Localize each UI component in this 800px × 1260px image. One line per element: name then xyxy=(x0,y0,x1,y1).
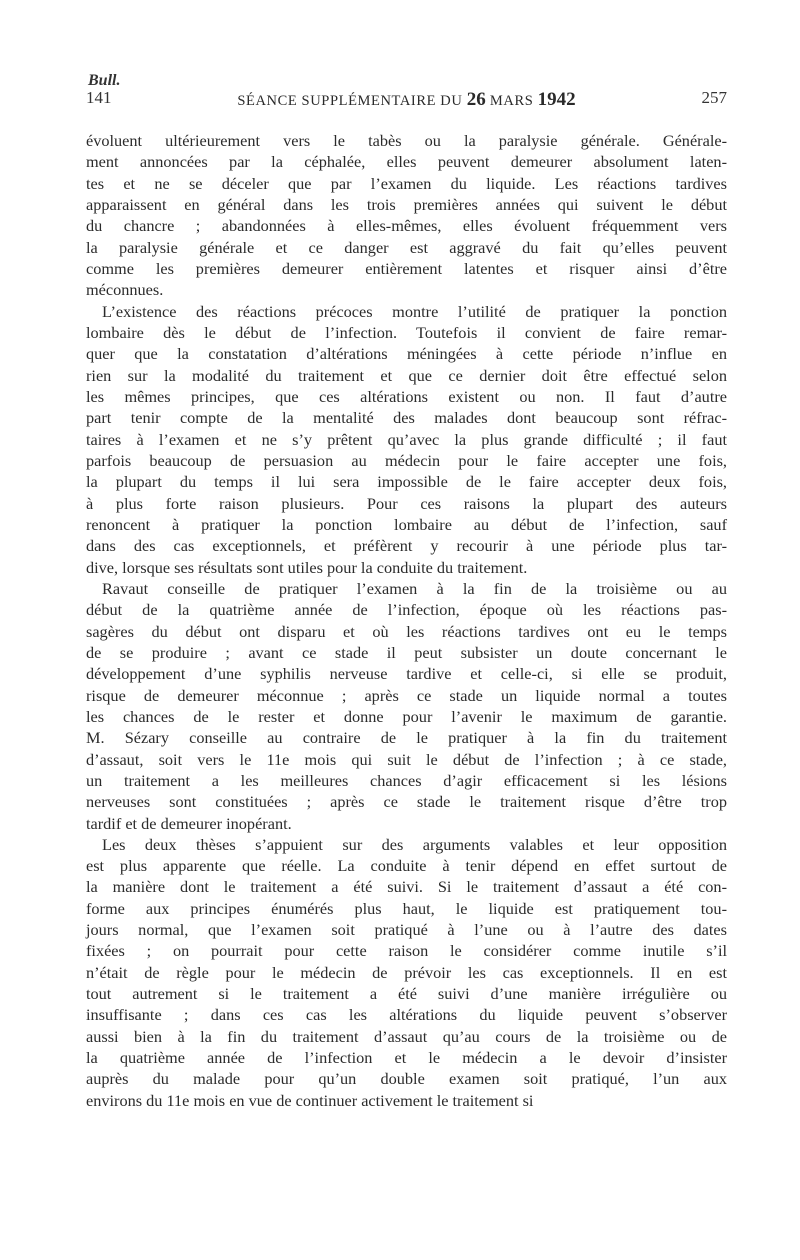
text-line: à plus forte raison plusieurs. Pour ces raisons la plupart des auteurs xyxy=(86,493,727,513)
text-line: auprès du malade pour qu’un double examen soit pratiqué, l’un aux xyxy=(86,1069,727,1089)
text-line: nerveuses sont constituées ; après ce stade le traitement risque d’être trop xyxy=(86,792,727,812)
text-line: début de la quatrième année de l’infection, époque où les réactions pas- xyxy=(86,600,727,620)
text-line: sagères du début ont disparu et où les réactions tardives ont eu le temps xyxy=(86,621,727,641)
text-line: Ravaut conseille de pratiquer l’examen à la fin de la troisième ou au xyxy=(102,578,727,598)
page-number: 257 xyxy=(701,88,727,107)
text-line: dans des cas exceptionnels, et préfèrent y recourir à une période plus tar- xyxy=(86,536,727,556)
text-line: rien sur la modalité du traitement et que ce dernier doit être effectué selon xyxy=(86,365,727,385)
body-text xyxy=(86,130,727,1111)
running-title-day: 26 xyxy=(466,89,486,110)
text-line: la paralysie générale et ce danger est aggravé du fait qu’elles peuvent xyxy=(86,237,727,257)
text-line: est plus apparente que réelle. La conduite à tenir dépend en effet surtout de xyxy=(86,856,727,876)
running-title xyxy=(86,89,727,111)
running-header xyxy=(86,88,727,114)
text-line: tardif et de demeurer inopérant. xyxy=(86,813,292,833)
text-line: parfois beaucoup de persuasion au médecin pour le faire accepter une fois, xyxy=(86,450,727,470)
text-line: tes et ne se déceler que par l’examen du liquide. Les réactions tardives xyxy=(86,173,727,193)
text-line: les mêmes principes, que ces altérations existent ou non. Il faut d’autre xyxy=(86,386,727,406)
text-line: risque de demeurer méconnue ; après ce stade un liquide normal a toutes xyxy=(86,685,727,705)
text-line: un traitement a les meilleures chances d’agir efficacement si les lésions xyxy=(86,770,727,790)
text-line: tout autrement si le traitement a été suivi d’une manière irrégulière ou xyxy=(86,984,727,1004)
text-line: la quatrième année de l’infection et le médecin a le devoir d’insister xyxy=(86,1048,727,1068)
text-line: n’était de règle pour le médecin de prévoir les cas exceptionnels. Il en est xyxy=(86,962,727,982)
text-line: environs du 11e mois en vue de continuer activement le traitement si xyxy=(86,1090,534,1110)
text-line: méconnues. xyxy=(86,280,164,300)
text-line: insuffisante ; dans ces cas les altérations du liquide peuvent s’observer xyxy=(86,1005,727,1025)
text-line: comme les premières demeurer entièrement latentes et risquer ainsi d’être xyxy=(86,258,727,278)
running-title-year: 1942 xyxy=(537,89,576,110)
paragraph xyxy=(86,578,727,834)
text-line: d’assaut, soit vers le 11e mois qui suit le début de l’infection ; à ce stade, xyxy=(86,749,727,769)
text-line: renoncent à pratiquer la ponction lombaire au début de l’infection, sauf xyxy=(86,514,727,534)
text-line: forme aux principes énumérés plus haut, le liquide est pratiquement tou- xyxy=(86,898,727,918)
text-line: lombaire dès le début de l’infection. Toutefois il convient de faire remar- xyxy=(86,322,727,342)
text-line: fixées ; on pourrait pour cette raison le considérer comme inutile s’il xyxy=(86,941,727,961)
text-line: quer que la constatation d’altérations méningées à cette période n’influe en xyxy=(86,344,727,364)
text-line: L’existence des réactions précoces montre l’utilité de pratiquer la ponction xyxy=(102,301,727,321)
text-line: Les deux thèses s’appuient sur des arguments valables et leur opposition xyxy=(102,834,727,854)
text-line: M. Sézary conseille au contraire de le pratiquer à la fin du traitement xyxy=(86,728,727,748)
stamp-mark: Bull. xyxy=(88,72,121,89)
text-line: la plupart du temps il lui sera impossible de le faire accepter deux fois, xyxy=(86,472,727,492)
paragraph xyxy=(86,834,727,1111)
running-title-month: MARS xyxy=(489,93,534,109)
text-line: taires à l’examen et ne s’y prêtent qu’avec la plus grande difficulté ; il faut xyxy=(86,429,727,449)
running-title-prefix: SÉANCE SUPPLÉMENTAIRE DU xyxy=(237,93,463,109)
text-line: les chances de le rester et donne pour l’avenir le maximum de garantie. xyxy=(86,706,727,726)
text-line: part tenir compte de la mentalité des malades dont beaucoup sont réfrac- xyxy=(86,408,727,428)
paragraph xyxy=(86,301,727,578)
text-line: jours normal, que l’examen soit pratiqué à l’une ou à l’autre des dates xyxy=(86,920,727,940)
text-line: développement d’une syphilis nerveuse tardive et celle-ci, si elle se produit, xyxy=(86,664,727,684)
text-line: dive, lorsque ses résultats sont utiles pour la conduite du traitement. xyxy=(86,557,528,577)
text-line: la manière dont le traitement a été suivi. Si le traitement d’assaut a été con- xyxy=(86,877,727,897)
text-line: évoluent ultérieurement vers le tabès ou la paralysie générale. Générale- xyxy=(86,131,727,150)
text-line: apparaissent en général dans les trois premières années qui suivent le début xyxy=(86,194,727,214)
text-line: aussi bien à la fin du traitement d’assaut qu’au cours de la troisième ou de xyxy=(86,1026,727,1046)
sheet-number: 141 xyxy=(86,88,112,107)
text-line: de se produire ; avant ce stade il peut subsister un doute concernant le xyxy=(86,642,727,662)
text-line: ment annoncées par la céphalée, elles peuvent demeurer absolument laten- xyxy=(86,152,727,172)
text-line: du chancre ; abandonnées à elles-mêmes, elles évoluent fréquemment vers xyxy=(86,216,727,236)
paragraph xyxy=(86,130,727,301)
